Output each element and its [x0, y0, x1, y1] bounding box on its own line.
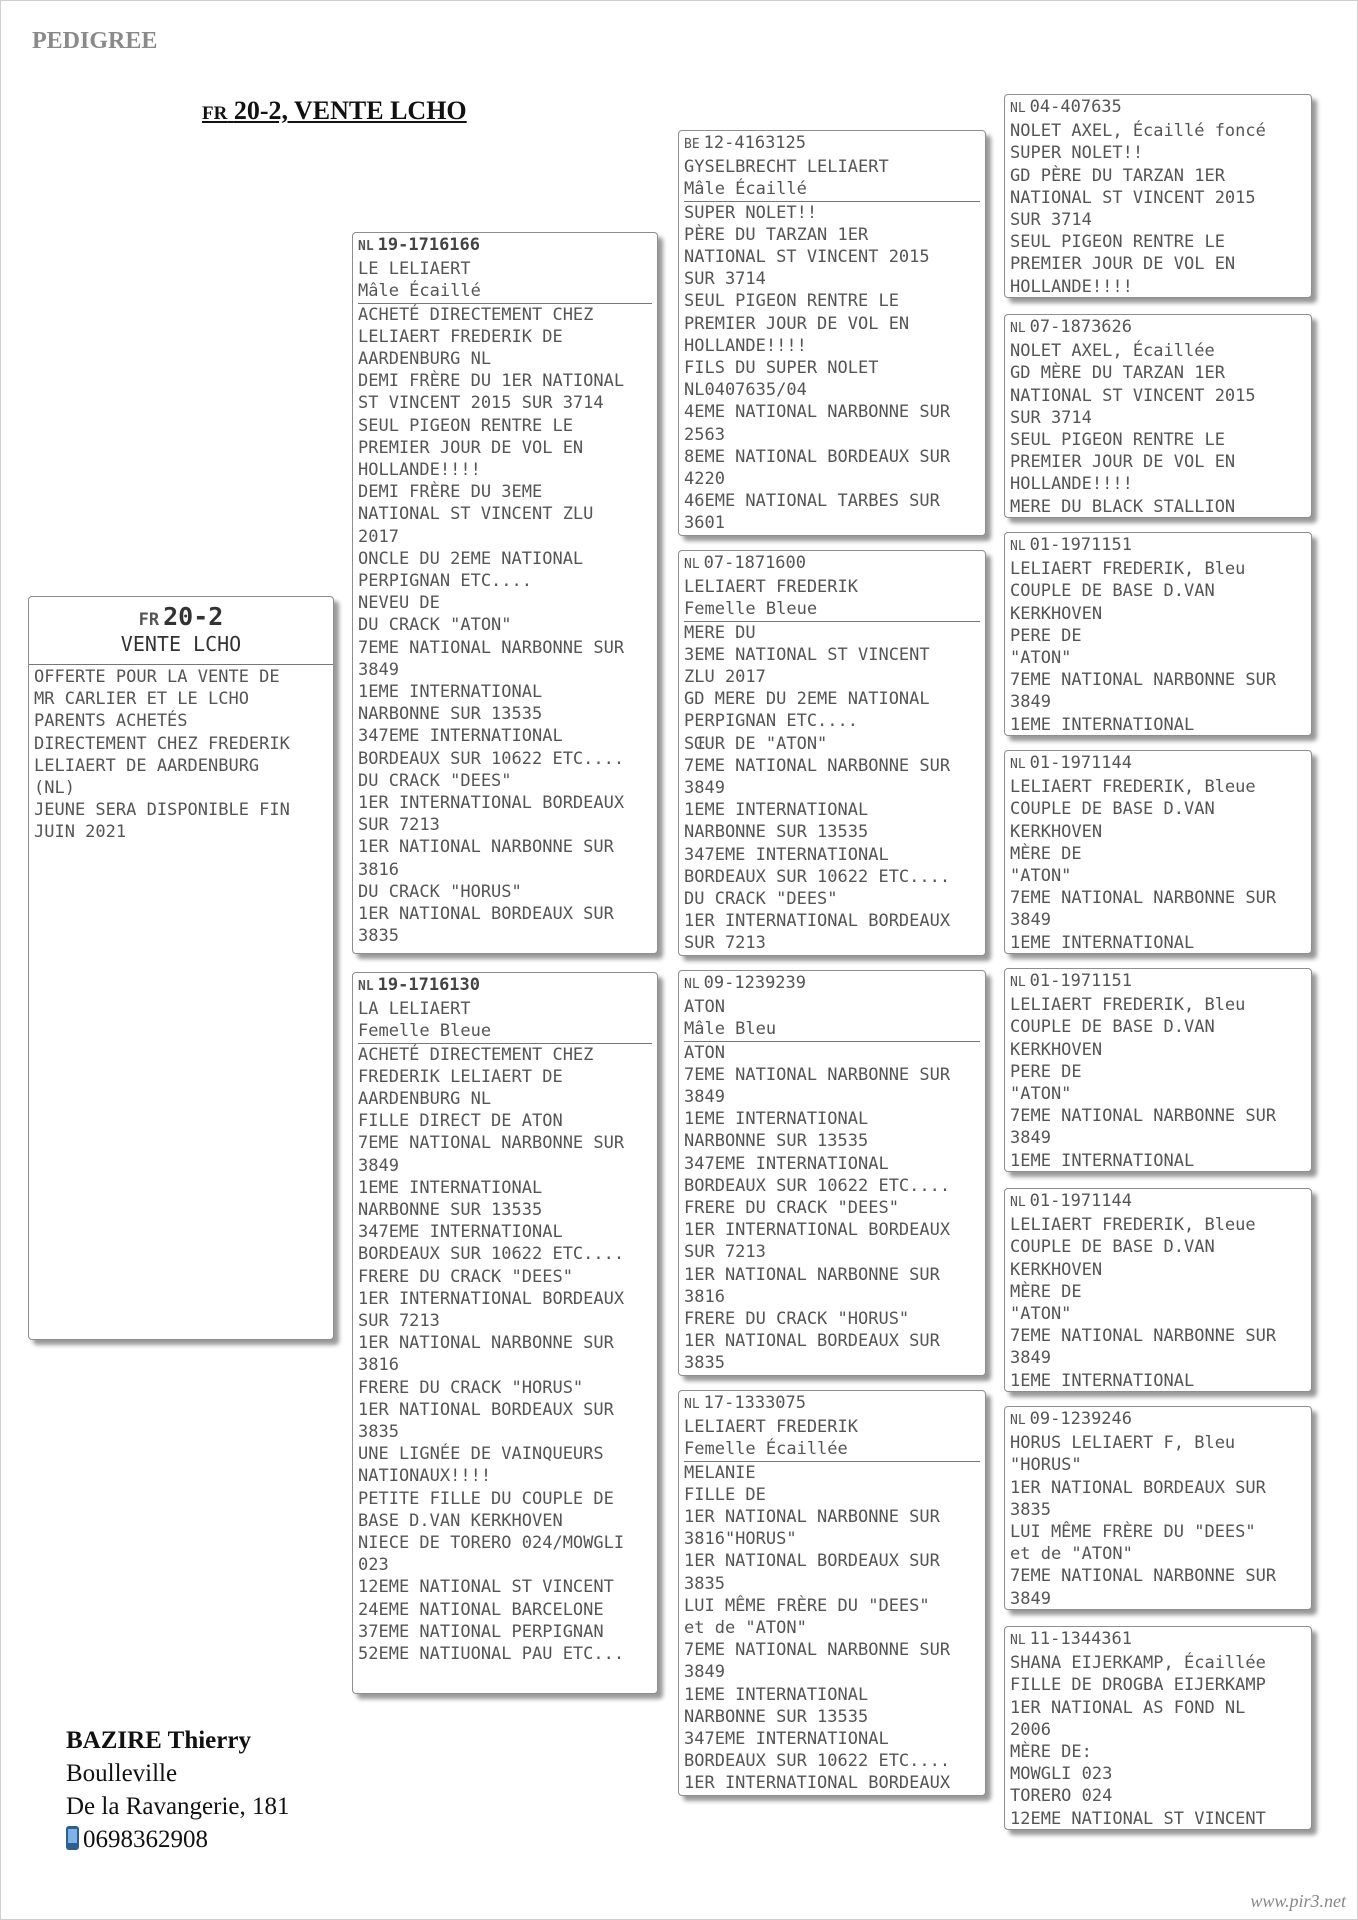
dam-name: LA LELIAERT — [358, 999, 471, 1020]
gp-ds-ring: 09-1239239 — [703, 973, 807, 993]
ggp-1-ring-line — [1010, 96, 1306, 120]
owner-name: BAZIRE Thierry — [66, 1727, 251, 1754]
ggp-5-ring: 01-1971151 — [1029, 971, 1133, 991]
ggp-2-notes: GD MÈRE DU TARZAN 1ER NATIONAL ST VINCENT 2015 SUR 3714 SEUL PIGEON RENTRE LE PREMIER JOUR DE VOL EN HOLLANDE!!!! MERE DU BLACK STALLION — [1010, 363, 1256, 517]
ggp-6-country: NL — [1010, 1195, 1026, 1210]
gp-ss-ring: 12-4163125 — [703, 133, 807, 153]
ggp-1-notes: SUPER NOLET!! GD PÈRE DU TARZAN 1ER NATIONAL ST VINCENT 2015 SUR 3714 SEUL PIGEON RENTRE LE PREMIER JOUR DE VOL EN HOLLANDE!!!! — [1010, 143, 1256, 297]
subject-country: FR — [138, 610, 160, 630]
owner-city: Boulleville — [66, 1760, 178, 1787]
ggp-3-ring: 01-1971151 — [1029, 535, 1133, 555]
dam-card — [352, 972, 658, 1694]
ggp-6-ring-line — [1010, 1190, 1306, 1214]
granddam-sire-card — [678, 550, 986, 956]
gp-ss-name: GYSELBRECHT LELIAERT — [684, 157, 889, 178]
ggp-3-country: NL — [1010, 539, 1026, 554]
ggp-1-name: NOLET AXEL, Écaillé foncé — [1010, 121, 1266, 142]
gp-sd-notes: MERE DU 3EME NATIONAL ST VINCENT ZLU 2017 GD MERE DU 2EME NATIONAL PERPIGNAN ETC.... SŒUR DE "ATON" 7EME NATIONAL NARBONNE SUR 3849 1EME INTERNATIONAL NARBONNE SUR 13535 347EME INTERNATIONAL BORDEAUX SUR 10622 ETC.... DU CRACK "DEES" 1ER INTERNATIONAL BORDEAUX SUR 7213 — [684, 622, 951, 954]
gp-dd-sex-color: Femelle Écaillée — [684, 1438, 980, 1461]
grandsire-sire-card — [678, 130, 986, 536]
ggp-card-6 — [1004, 1188, 1312, 1392]
gp-dd-name: LELIAERT FREDERIK — [684, 1417, 858, 1438]
gp-ss-country: BE — [684, 137, 700, 152]
gp-sd-country: NL — [684, 557, 700, 572]
ggp-5-notes: COUPLE DE BASE D.VAN KERKHOVEN PERE DE "ATON" 7EME NATIONAL NARBONNE SUR 3849 1EME INTERNATIONAL — [1010, 1017, 1277, 1171]
subject-heading — [202, 96, 467, 126]
sire-notes: ACHETÉ DIRECTEMENT CHEZ LELIAERT FREDERIK DE AARDENBURG NL DEMI FRÈRE DU 1ER NATIONAL ST VINCENT 2015 SUR 3714 SEUL PIGEON RENTRE LE PREMIER JOUR DE VOL EN HOLLANDE!!!! DEMI FRÈRE DU 3EME NATIONAL ST VINCENT ZLU 2017 ONCLE DU 2EME NATIONAL PERPIGNAN ETC.... NEVEU DE DU CRACK "ATON" 7EME NATIONAL NARBONNE SUR 3849 1EME INTERNATIONAL NARBONNE SUR 13535 347EME INTERNATIONAL BORDEAUX SUR 10622 ETC.... DU CRACK "DEES" 1ER INTERNATIONAL BORDEAUX SUR 7213 1ER NATIONAL NARBONNE SUR 3816 DU CRACK "HORUS" 1ER NATIONAL BORDEAUX SUR 3835 — [358, 304, 625, 947]
sire-ring-line — [358, 234, 652, 258]
gp-dd-ring-line — [684, 1392, 980, 1416]
ggp-card-8 — [1004, 1626, 1312, 1830]
subject-heading-country: FR — [202, 103, 228, 124]
ggp-5-name: LELIAERT FREDERIK, Bleu — [1010, 995, 1246, 1016]
granddam-dam-card — [678, 1390, 986, 1796]
gp-sd-ring-line — [684, 552, 980, 576]
ggp-7-country: NL — [1010, 1413, 1026, 1428]
ggp-7-ring-line — [1010, 1408, 1306, 1432]
dam-ring: 19-1716130 — [377, 975, 481, 995]
page-title: PEDIGREE — [32, 28, 158, 54]
sire-sex-color: Mâle Écaillé — [358, 280, 652, 303]
ggp-4-notes: COUPLE DE BASE D.VAN KERKHOVEN MÈRE DE "ATON" 7EME NATIONAL NARBONNE SUR 3849 1EME INTERNATIONAL — [1010, 799, 1277, 953]
owner-phone: 0698362908 — [83, 1826, 208, 1853]
gp-ds-country: NL — [684, 977, 700, 992]
gp-dd-country: NL — [684, 1397, 700, 1412]
gp-ss-ring-line — [684, 132, 980, 156]
dam-sex-color: Femelle Bleue — [358, 1020, 652, 1043]
sire-ring: 19-1716166 — [377, 235, 481, 255]
gp-sd-ring: 07-1871600 — [703, 553, 807, 573]
ggp-5-country: NL — [1010, 975, 1026, 990]
ggp-6-ring: 01-1971144 — [1029, 1191, 1133, 1211]
gp-ds-name: ATON — [684, 997, 725, 1018]
subject-card — [28, 596, 334, 1340]
ggp-5-ring-line — [1010, 970, 1306, 994]
watermark: www.pir3.net — [1250, 1891, 1346, 1911]
ggp-1-country: NL — [1010, 101, 1026, 116]
subject-name: VENTE LCHO — [120, 632, 242, 656]
ggp-6-notes: COUPLE DE BASE D.VAN KERKHOVEN MÈRE DE "ATON" 7EME NATIONAL NARBONNE SUR 3849 1EME INTERNATIONAL — [1010, 1237, 1277, 1391]
grandsire-dam-card — [678, 970, 986, 1376]
ggp-4-ring: 01-1971144 — [1029, 753, 1133, 773]
subject-card-header — [29, 597, 333, 665]
ggp-8-ring: 11-1344361 — [1029, 1629, 1133, 1649]
subject-ring-line — [29, 602, 333, 632]
ggp-card-3 — [1004, 532, 1312, 736]
ggp-8-country: NL — [1010, 1633, 1026, 1648]
ggp-2-ring-line — [1010, 316, 1306, 340]
ggp-2-name: NOLET AXEL, Écaillée — [1010, 341, 1215, 362]
ggp-3-name: LELIAERT FREDERIK, Bleu — [1010, 559, 1246, 580]
gp-sd-name: LELIAERT FREDERIK — [684, 577, 858, 598]
sire-card — [352, 232, 658, 954]
subject-ring: 20-2 — [163, 602, 224, 631]
sire-country: NL — [358, 239, 374, 254]
dam-notes: ACHETÉ DIRECTEMENT CHEZ FREDERIK LELIAERT DE AARDENBURG NL FILLE DIRECT DE ATON 7EME NATIONAL NARBONNE SUR 3849 1EME INTERNATIONAL NARBONNE SUR 13535 347EME INTERNATIONAL BORDEAUX SUR 10622 ETC.... FRERE DU CRACK "DEES" 1ER INTERNATIONAL BORDEAUX SUR 7213 1ER NATIONAL NARBONNE SUR 3816 FRERE DU CRACK "HORUS" 1ER NATIONAL BORDEAUX SUR 3835 UNE LIGNÉE DE VAINQUEURS NATIONAUX!!!! PETITE FILLE DU COUPLE DE BASE D.VAN KERKHOVEN NIECE DE TORERO 024/MOWGLI 023 12EME NATIONAL ST VINCENT 24EME NATIONAL BARCELONE 37EME NATIONAL PERPIGNAN 52EME NATIUONAL PAU ETC... — [358, 1044, 625, 1665]
gp-ds-sex-color: Mâle Bleu — [684, 1018, 980, 1041]
gp-sd-sex-color: Femelle Bleue — [684, 598, 980, 621]
ggp-card-1 — [1004, 94, 1312, 298]
ggp-card-4 — [1004, 750, 1312, 954]
gp-ds-ring-line — [684, 972, 980, 996]
sire-name: LE LELIAERT — [358, 259, 471, 280]
ggp-4-country: NL — [1010, 757, 1026, 772]
ggp-card-5 — [1004, 968, 1312, 1172]
gp-ss-sex-color: Mâle Écaillé — [684, 178, 980, 201]
gp-dd-ring: 17-1333075 — [703, 1393, 807, 1413]
ggp-3-ring-line — [1010, 534, 1306, 558]
ggp-2-ring: 07-1873626 — [1029, 317, 1133, 337]
ggp-2-country: NL — [1010, 321, 1026, 336]
dam-ring-line — [358, 974, 652, 998]
subject-heading-ring: 20-2, VENTE LCHO — [233, 96, 467, 125]
ggp-8-name: SHANA EIJERKAMP, Écaillée — [1010, 1653, 1266, 1674]
ggp-7-name: HORUS LELIAERT F, Bleu — [1010, 1433, 1236, 1454]
ggp-4-ring-line — [1010, 752, 1306, 776]
gp-ss-notes: SUPER NOLET!! PÈRE DU TARZAN 1ER NATIONAL ST VINCENT 2015 SUR 3714 SEUL PIGEON RENTRE LE PREMIER JOUR DE VOL EN HOLLANDE!!!! FILS DU SUPER NOLET NL0407635/04 4EME NATIONAL NARBONNE SUR 2563 8EME NATIONAL BORDEAUX SUR 4220 46EME NATIONAL TARBES SUR 3601 — [684, 202, 951, 534]
ggp-4-name: LELIAERT FREDERIK, Bleue — [1010, 777, 1256, 798]
owner-address: De la Ravangerie, 181 — [66, 1793, 290, 1820]
owner-block — [66, 1724, 290, 1856]
ggp-7-ring: 09-1239246 — [1029, 1409, 1133, 1429]
ggp-8-ring-line — [1010, 1628, 1306, 1652]
gp-ds-notes: ATON 7EME NATIONAL NARBONNE SUR 3849 1EME INTERNATIONAL NARBONNE SUR 13535 347EME INTERNATIONAL BORDEAUX SUR 10622 ETC.... FRERE DU CRACK "DEES" 1ER INTERNATIONAL BORDEAUX SUR 7213 1ER NATIONAL NARBONNE SUR 3816 FRERE DU CRACK "HORUS" 1ER NATIONAL BORDEAUX SUR 3835 — [684, 1042, 951, 1374]
ggp-3-notes: COUPLE DE BASE D.VAN KERKHOVEN PERE DE "ATON" 7EME NATIONAL NARBONNE SUR 3849 1EME INTERNATIONAL — [1010, 581, 1277, 735]
ggp-6-name: LELIAERT FREDERIK, Bleue — [1010, 1215, 1256, 1236]
owner-phone-line — [66, 1823, 290, 1856]
ggp-card-2 — [1004, 314, 1312, 518]
phone-icon — [66, 1826, 79, 1850]
subject-notes: OFFERTE POUR LA VENTE DE MR CARLIER ET LE LCHO PARENTS ACHETÉS DIRECTEMENT CHEZ FREDERIK LELIAERT DE AARDENBURG (NL) JEUNE SERA DISPONIBLE FIN JUIN 2021 — [34, 667, 290, 843]
ggp-8-notes: FILLE DE DROGBA EIJERKAMP 1ER NATIONAL AS FOND NL 2006 MÈRE DE: MOWGLI 023 TORERO 024 12EME NATIONAL ST VINCENT — [1010, 1675, 1266, 1829]
ggp-card-7 — [1004, 1406, 1312, 1610]
dam-country: NL — [358, 979, 374, 994]
ggp-1-ring: 04-407635 — [1029, 97, 1122, 117]
gp-dd-notes: MELANIE FILLE DE 1ER NATIONAL NARBONNE SUR 3816"HORUS" 1ER NATIONAL BORDEAUX SUR 3835 LUI MÊME FRÈRE DU "DEES" et de "ATON" 7EME NATIONAL NARBONNE SUR 3849 1EME INTERNATIONAL NARBONNE SUR 13535 347EME INTERNATIONAL BORDEAUX SUR 10622 ETC.... 1ER INTERNATIONAL BORDEAUX — [684, 1462, 951, 1794]
ggp-7-notes: "HORUS" 1ER NATIONAL BORDEAUX SUR 3835 LUI MÊME FRÈRE DU "DEES" et de "ATON" 7EME NATIONAL NARBONNE SUR 3849 — [1010, 1455, 1277, 1609]
